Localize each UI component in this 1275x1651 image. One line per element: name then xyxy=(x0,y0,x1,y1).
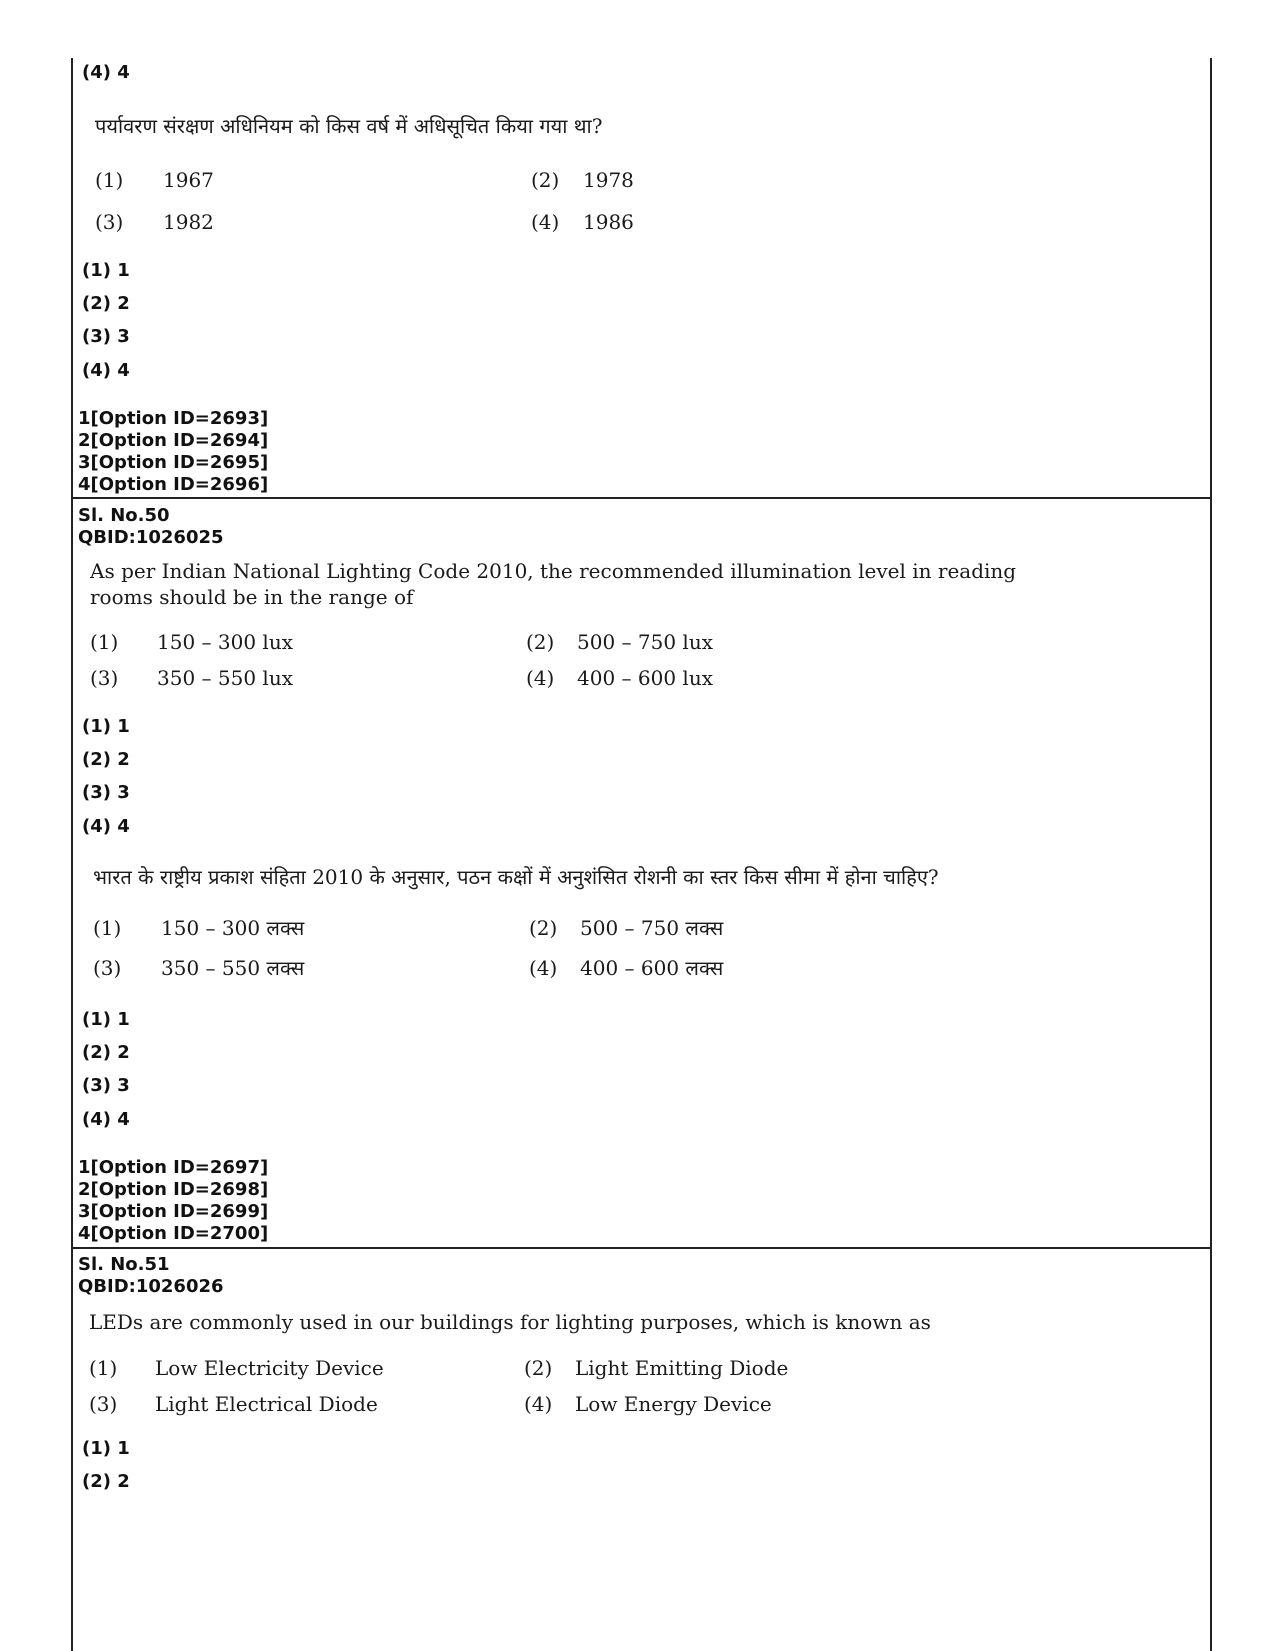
option-text: Low Energy Device xyxy=(575,1392,772,1416)
option-1 xyxy=(93,914,304,941)
answer-choice: (4) 4 xyxy=(82,816,130,837)
question-text xyxy=(90,558,1016,610)
question-text-hindi: भारत के राष्ट्रीय प्रकाश संहिता 2010 के अनुसार, पठन कक्षों में अनुशंसित रोशनी का स्तर किस सीमा में होना चाहिए? xyxy=(93,865,939,889)
option-text: 1967 xyxy=(163,168,214,192)
option-4 xyxy=(531,210,634,234)
option-3 xyxy=(89,1392,378,1416)
option-number: (4) xyxy=(529,956,558,980)
option-3 xyxy=(90,666,293,690)
option-number: (4) xyxy=(526,666,555,690)
answer-choice: (2) 2 xyxy=(82,1042,130,1063)
option-id: 1[Option ID=2697] xyxy=(78,1157,269,1178)
option-text: 1978 xyxy=(583,168,634,192)
option-number: (2) xyxy=(526,630,555,654)
section-divider xyxy=(71,1247,1212,1249)
option-text: Light Emitting Diode xyxy=(575,1356,789,1380)
option-text: Light Electrical Diode xyxy=(155,1392,378,1416)
option-3 xyxy=(95,210,214,234)
option-text: 150 – 300 lux xyxy=(157,630,293,654)
qbid: QBID:1026025 xyxy=(78,527,224,548)
option-text: 350 – 550 लक्स xyxy=(161,956,305,980)
answer-choice: (2) 2 xyxy=(82,749,130,770)
option-id-list xyxy=(78,1157,268,1245)
question-text-hindi: पर्यावरण संरक्षण अधिनियम को किस वर्ष में अधिसूचित किया गया था? xyxy=(95,114,603,138)
option-number: (1) xyxy=(89,1356,118,1380)
answer-choice: (4) 4 xyxy=(82,1109,130,1130)
answer-choice: (2) 2 xyxy=(82,1471,130,1492)
option-id: 2[Option ID=2694] xyxy=(78,430,269,451)
option-id: 2[Option ID=2698] xyxy=(78,1179,269,1200)
section-divider xyxy=(71,497,1212,499)
answer-choice: (4) 4 xyxy=(82,62,130,83)
option-number: (1) xyxy=(93,916,122,940)
option-number: (2) xyxy=(524,1356,553,1380)
option-number: (1) xyxy=(90,630,119,654)
option-text: Low Electricity Device xyxy=(155,1356,384,1380)
answer-choice: (1) 1 xyxy=(82,716,130,737)
option-4 xyxy=(524,1392,772,1416)
answer-choice: (3) 3 xyxy=(82,1075,130,1096)
option-number: (2) xyxy=(531,168,560,192)
option-text: 400 – 600 लक्स xyxy=(580,956,724,980)
option-1 xyxy=(90,630,293,654)
question-header xyxy=(78,1254,224,1298)
option-number: (4) xyxy=(524,1392,553,1416)
qbid: QBID:1026026 xyxy=(78,1276,224,1297)
answer-choice: (1) 1 xyxy=(82,1009,130,1030)
option-id: 1[Option ID=2693] xyxy=(78,408,269,429)
option-4 xyxy=(529,954,723,981)
option-id: 4[Option ID=2696] xyxy=(78,474,269,495)
option-number: (3) xyxy=(95,210,124,234)
option-number: (3) xyxy=(89,1392,118,1416)
option-id-list xyxy=(78,408,268,496)
option-text: 1982 xyxy=(163,210,214,234)
question-text: LEDs are commonly used in our buildings for lighting purposes, which is known as xyxy=(89,1310,931,1334)
option-number: (1) xyxy=(95,168,124,192)
answer-choice: (4) 4 xyxy=(82,360,130,381)
option-id: 4[Option ID=2700] xyxy=(78,1223,269,1244)
option-2 xyxy=(526,630,713,654)
serial-number: Sl. No.50 xyxy=(78,505,170,526)
question-line: rooms should be in the range of xyxy=(90,585,414,609)
option-text: 150 – 300 लक्स xyxy=(161,916,305,940)
option-number: (3) xyxy=(90,666,119,690)
question-header xyxy=(78,505,224,549)
option-2 xyxy=(524,1356,788,1380)
option-text: 500 – 750 lux xyxy=(577,630,713,654)
option-text: 350 – 550 lux xyxy=(157,666,293,690)
answer-choice: (3) 3 xyxy=(82,782,130,803)
answer-choice: (2) 2 xyxy=(82,293,130,314)
option-1 xyxy=(95,168,214,192)
option-id: 3[Option ID=2699] xyxy=(78,1201,269,1222)
option-number: (4) xyxy=(531,210,560,234)
option-text: 400 – 600 lux xyxy=(577,666,713,690)
option-text: 1986 xyxy=(583,210,634,234)
option-4 xyxy=(526,666,713,690)
question-line: As per Indian National Lighting Code 2010, the recommended illumination level in reading xyxy=(90,559,1017,583)
option-2 xyxy=(529,914,723,941)
option-1 xyxy=(89,1356,384,1380)
answer-choice: (3) 3 xyxy=(82,326,130,347)
option-3 xyxy=(93,954,304,981)
option-number: (2) xyxy=(529,916,558,940)
answer-choice: (1) 1 xyxy=(82,1438,130,1459)
option-number: (3) xyxy=(93,956,122,980)
option-2 xyxy=(531,168,634,192)
serial-number: Sl. No.51 xyxy=(78,1254,170,1275)
option-id: 3[Option ID=2695] xyxy=(78,452,269,473)
option-text: 500 – 750 लक्स xyxy=(580,916,724,940)
answer-choice: (1) 1 xyxy=(82,260,130,281)
